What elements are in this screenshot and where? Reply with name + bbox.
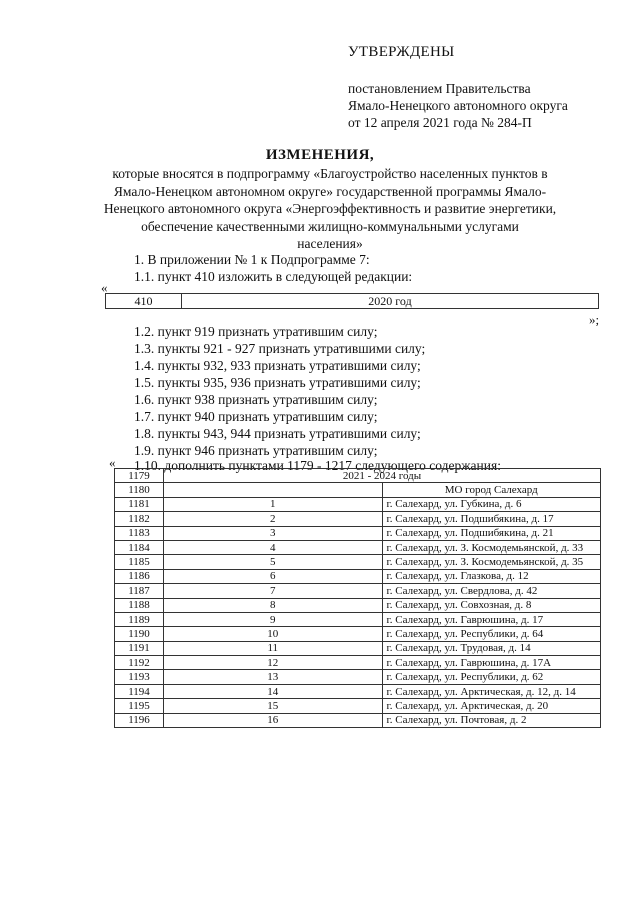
item-1-1: 1.1. пункт 410 изложить в следующей редакции:: [134, 269, 413, 284]
row-address: г. Салехард, ул. Почтовая, д. 2: [382, 713, 601, 727]
table-row: [115, 684, 601, 698]
row-num: 9: [164, 612, 383, 626]
row-code: 1195: [115, 699, 164, 713]
row-code: 1194: [115, 684, 164, 698]
row-num: 6: [164, 569, 383, 583]
row-code: 1185: [115, 555, 164, 569]
document-subtitle: [90, 165, 570, 253]
item-1-6: 1.6. пункт 938 признать утратившим силу;: [134, 392, 378, 407]
table-row: [115, 584, 601, 598]
row-code: 1187: [115, 584, 164, 598]
subtitle-line: которые вносятся в подпрограмму «Благоустройство населенных пунктов в: [112, 166, 548, 181]
item-1-9: 1.9. пункт 946 признать утратившим силу;: [134, 443, 378, 458]
row-code: 1182: [115, 512, 164, 526]
item-1: 1. В приложении № 1 к Подпрограмме 7:: [134, 252, 370, 267]
row-num: 12: [164, 656, 383, 670]
row-code: 1184: [115, 540, 164, 554]
row-code: 1179: [115, 469, 164, 483]
row-code: 1190: [115, 627, 164, 641]
subtitle-line: населения»: [297, 236, 363, 251]
table-row: [115, 526, 601, 540]
subtitle-line: Ненецкого автономного округа «Энергоэффективность и развитие энергетики,: [103, 201, 557, 216]
item-1-5: 1.5. пункты 935, 936 признать утратившими силу;: [134, 375, 421, 390]
row-num: 13: [164, 670, 383, 684]
quote-close: »;: [589, 312, 600, 327]
table-row: [115, 641, 601, 655]
row-address: г. Салехард, ул. Гаврюшина, д. 17: [382, 612, 601, 626]
item-1-3: 1.3. пункты 921 - 927 признать утратившими силу;: [134, 341, 426, 356]
table-row: [115, 612, 601, 626]
subtitle-line: Ямало-Ненецком автономном округе» государственной программы Ямало-: [113, 183, 547, 199]
table-row: [115, 670, 601, 684]
row-code: 1183: [115, 526, 164, 540]
row-410-period: 2020 год: [368, 294, 412, 308]
quote-open: «: [101, 280, 108, 295]
row-num: 7: [164, 584, 383, 598]
row-code: 1191: [115, 641, 164, 655]
row-code: 1193: [115, 670, 164, 684]
row-code: 1180: [115, 483, 164, 497]
row-address: г. Салехард, ул. З. Космодемьянской, д. 33: [382, 540, 601, 554]
approval-title: УТВЕРЖДЕНЫ: [348, 44, 455, 60]
decree-line: от 12 апреля 2021 года № 284-П: [348, 115, 532, 130]
table-row: [115, 569, 601, 583]
row-410-code: 410: [106, 294, 182, 308]
row-num: 1: [164, 497, 383, 511]
row-num: 15: [164, 699, 383, 713]
subtitle-line: обеспечение качественными жилищно-коммунальными услугами: [141, 218, 519, 234]
row-num: 10: [164, 627, 383, 641]
table-row: [115, 540, 601, 554]
row-address: г. Салехард, ул. Арктическая, д. 20: [382, 699, 601, 713]
row-address: г. Салехард, ул. Подшибякина, д. 17: [382, 512, 601, 526]
item-1-4: 1.4. пункты 932, 933 признать утратившими силу;: [134, 358, 421, 373]
decree-line: Ямало-Ненецкого автономного округа: [348, 98, 568, 113]
row-address: г. Салехард, ул. Подшибякина, д. 21: [382, 526, 601, 540]
table-row: [115, 699, 601, 713]
table-row: [115, 598, 601, 612]
row-num: 2: [164, 512, 383, 526]
row-address: г. Салехард, ул. З. Космодемьянской, д. 35: [382, 555, 601, 569]
item-1-10: 1.10. дополнить пунктами 1179 - 1217 следующего содержания:: [134, 458, 501, 473]
row-num: 16: [164, 713, 383, 727]
decree-line: постановлением Правительства: [348, 81, 531, 96]
item-1-8: 1.8. пункты 943, 944 признать утратившими силу;: [134, 426, 421, 441]
table-row: [115, 483, 601, 497]
table-row: [115, 469, 601, 483]
row-address: г. Салехард, ул. Трудовая, д. 14: [382, 641, 601, 655]
row-address: г. Салехард, ул. Губкина, д. 6: [382, 497, 601, 511]
table-row: [115, 713, 601, 727]
row-num: 11: [164, 641, 383, 655]
row-num: 8: [164, 598, 383, 612]
row-code: 1192: [115, 656, 164, 670]
row-code: 1186: [115, 569, 164, 583]
row-410: [105, 293, 599, 309]
additions-table: [114, 468, 601, 728]
row-code: 1181: [115, 497, 164, 511]
row-num: 3: [164, 526, 383, 540]
row-code: 1196: [115, 713, 164, 727]
item-1-2: 1.2. пункт 919 признать утратившим силу;: [134, 324, 378, 339]
decree-reference: [348, 80, 568, 131]
row-municipality: МО город Салехард: [382, 483, 601, 497]
item-1-7: 1.7. пункт 940 признать утратившим силу;: [134, 409, 378, 424]
row-address: г. Салехард, ул. Республики, д. 64: [382, 627, 601, 641]
quote-open-table: «: [109, 455, 116, 470]
row-address: г. Салехард, ул. Республики, д. 62: [382, 670, 601, 684]
row-num: 4: [164, 540, 383, 554]
row-address: г. Салехард, ул. Глазкова, д. 12: [382, 569, 601, 583]
row-num: [164, 483, 383, 497]
table-row: [115, 656, 601, 670]
row-num: 14: [164, 684, 383, 698]
row-address: г. Салехард, ул. Гаврюшина, д. 17А: [382, 656, 601, 670]
row-address: г. Салехард, ул. Свердлова, д. 42: [382, 584, 601, 598]
row-code: 1188: [115, 598, 164, 612]
row-num: 5: [164, 555, 383, 569]
table-row: [115, 627, 601, 641]
row-address: г. Салехард, ул. Арктическая, д. 12, д. 14: [382, 684, 601, 698]
row-code: 1189: [115, 612, 164, 626]
row-address: г. Салехард, ул. Совхозная, д. 8: [382, 598, 601, 612]
table-row: [115, 497, 601, 511]
table-row: [115, 555, 601, 569]
document-heading: ИЗМЕНЕНИЯ,: [265, 147, 375, 163]
row-period: 2021 - 2024 годы: [164, 469, 601, 483]
table-row: [115, 512, 601, 526]
